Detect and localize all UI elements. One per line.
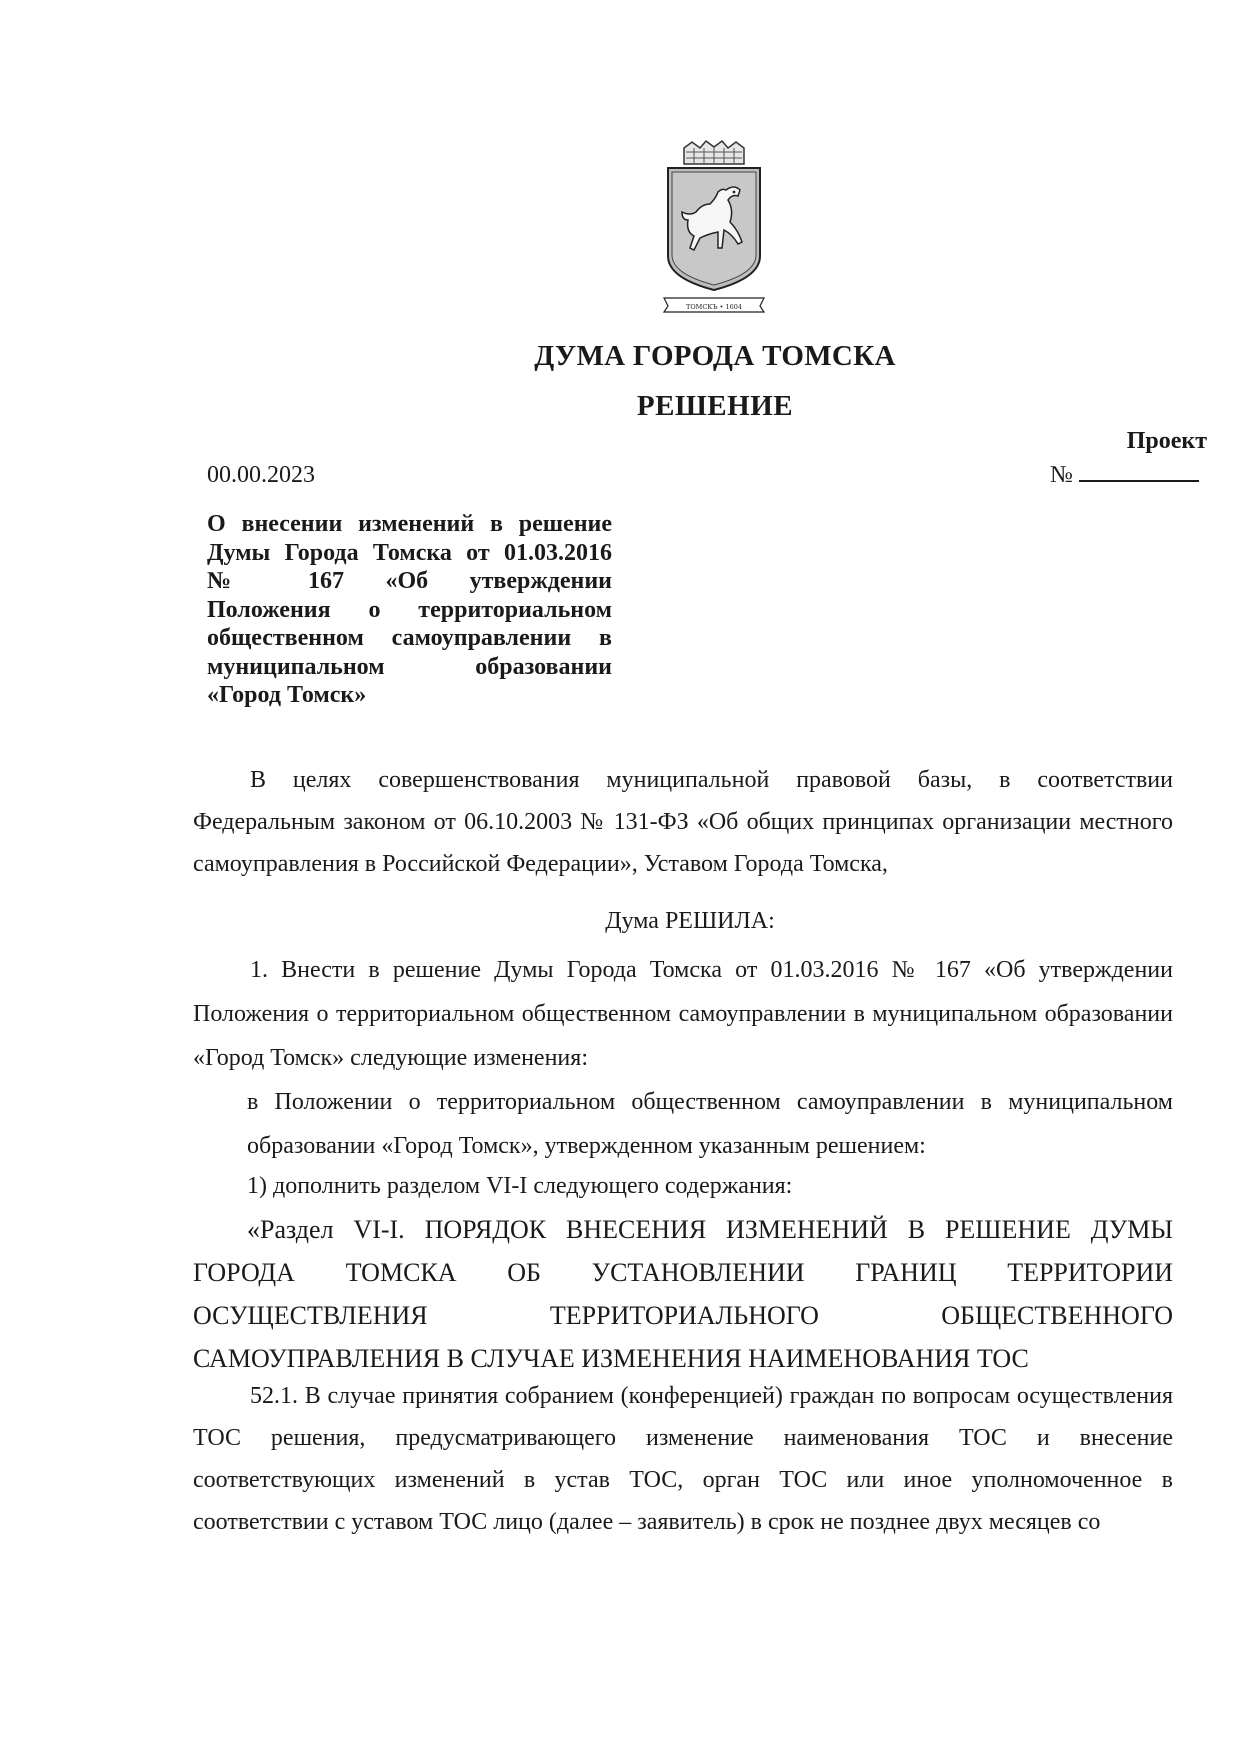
emblem-ribbon-text: ТОМСКЪ • 1604 <box>686 303 742 311</box>
document-subject <box>207 510 612 710</box>
resolved-heading: Дума РЕШИЛА: <box>605 908 775 934</box>
tomsk-coat-of-arms-icon <box>660 138 768 313</box>
subject-line: № 167 «Об утверждении <box>207 568 612 594</box>
subject-line: Думы Города Томска от 01.03.2016 <box>207 539 612 566</box>
document-type: РЕШЕНИЕ <box>636 390 794 422</box>
project-label: Проект <box>1126 428 1207 454</box>
item-1-sub-paragraph: в Положении о территориальном общественном самоуправлении в муниципальном образовании «Город Томск», утвержденном указанным решением: <box>247 1089 1173 1159</box>
document-number <box>1050 458 1199 489</box>
item-1-1-paragraph: 1) дополнить разделом VI-I следующего содержания: <box>247 1173 793 1199</box>
subject-line: «Город Томск» <box>207 682 367 708</box>
number-blank-line <box>1079 458 1199 482</box>
subject-line: муниципальном образовании <box>207 653 612 680</box>
document-date: 00.00.2023 <box>207 462 315 488</box>
item-1-paragraph: 1. Внести в решение Думы Города Томска от 01.03.2016 № 167 «Об утверждении Положения о территориальном общественном самоуправлении в муниципальном образовании «Город Томск» следующие изменения: <box>193 957 1173 1071</box>
preamble-paragraph: В целях совершенствования муниципальной правовой базы, в соответствии Федеральным законом от 06.10.2003 № 131-ФЗ «Об общих принципах организации местного самоуправления в Российской Федерации», Уставом Города Томска, <box>193 767 1173 877</box>
clause-52-1-paragraph: 52.1. В случае принятия собранием (конференцией) граждан по вопросам осуществления ТОС решения, предусматривающего изменение наименования ТОС и внесение соответствующих изменений в устав ТОС, орган ТОС или иное уполномоченное в соответствии с уставом ТОС лицо (далее – заявитель) в срок не позднее двух месяцев со <box>193 1383 1173 1535</box>
subject-line: Положения о территориальном <box>207 596 612 623</box>
organization-title: ДУМА ГОРОДА ТОМСКА <box>534 340 896 372</box>
subject-line: О внесении изменений в решение <box>207 511 612 537</box>
number-label: № <box>1050 462 1073 488</box>
subject-line: общественном самоуправлении в <box>207 625 612 651</box>
section-title-paragraph: «Раздел VI-I. ПОРЯДОК ВНЕСЕНИЯ ИЗМЕНЕНИЙ В РЕШЕНИЕ ДУМЫ ГОРОДА ТОМСКА ОБ УСТАНОВЛЕНИИ ГРАНИЦ ТЕРРИТОРИИ ОСУЩЕСТВЛЕНИЯ ТЕРРИТОРИАЛЬНОГО ОБЩЕСТВЕННОГО САМОУПРАВЛЕНИЯ В СЛУЧАЕ ИЗМЕНЕНИЯ НАИМЕНОВАНИЯ ТОС <box>193 1215 1173 1373</box>
